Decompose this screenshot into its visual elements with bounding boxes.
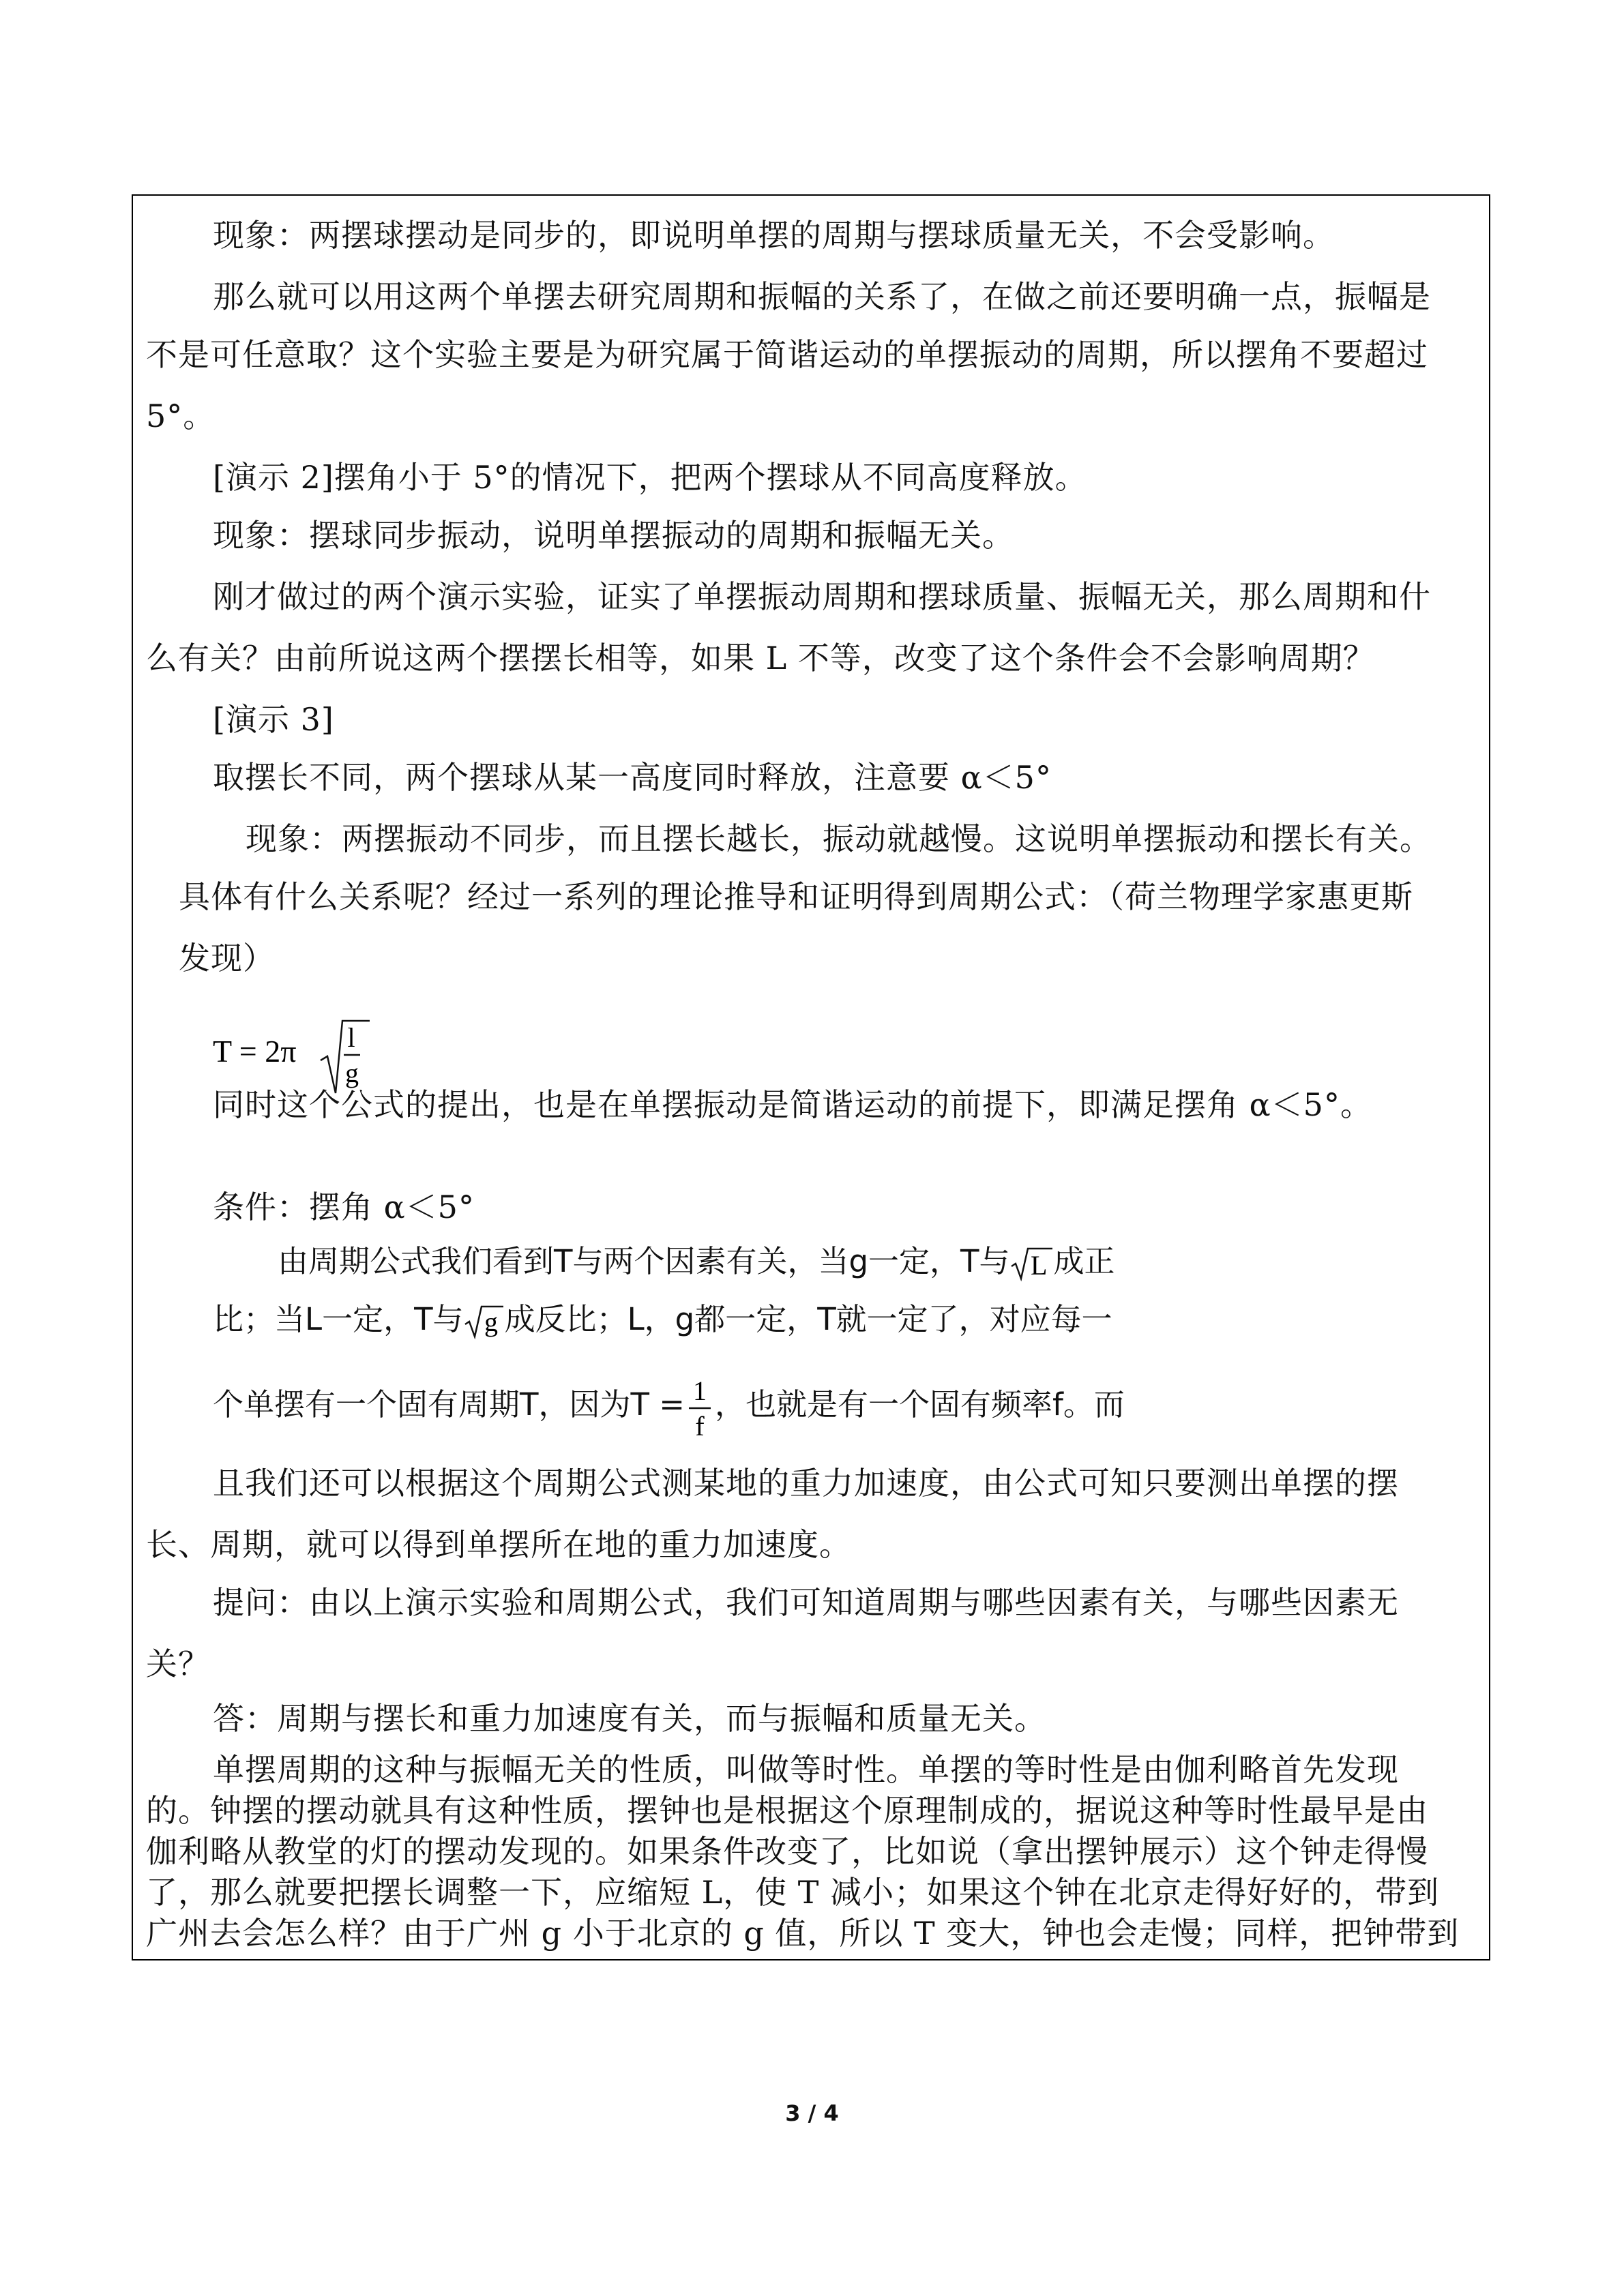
sqrt-L-radicand: L <box>1030 1250 1047 1281</box>
formula-denominator: g <box>345 1058 359 1088</box>
relation-line-1-text: 由周期公式我们看到T与两个因素有关，当g一定，T与 <box>278 1243 1010 1279</box>
frac-1-f-math <box>685 1373 715 1441</box>
frac-numerator: 1 <box>693 1375 707 1406</box>
paragraph-ask-line-2: 关？ <box>146 1645 210 1682</box>
paragraph-phenomenon-2: 现象：摆球同步振动，说明单摆振动的周期和振幅无关。 <box>213 517 1014 554</box>
paragraph-isochronism-line-2: 的。钟摆的摆动就具有这种性质，摆钟也是根据这个原理制成的，据说这种等时性最早是由 <box>146 1792 1428 1829</box>
paragraph-gravity-line-1: 且我们还可以根据这个周期公式测某地的重力加速度，由公式可知只要测出单摆的摆 <box>213 1465 1399 1502</box>
paragraph-answer: 答：周期与摆长和重力加速度有关，而与振幅和质量无关。 <box>213 1700 1046 1737</box>
relation-line-2 <box>213 1299 1112 1340</box>
paragraph-phenomenon-3-line-2: 具体有什么关系呢？经过一系列的理论推导和证明得到周期公式：（荷兰物理学家惠更斯 <box>179 878 1413 915</box>
paragraph-gravity-line-2: 长、周期，就可以得到单摆所在地的重力加速度。 <box>146 1526 851 1563</box>
formula-numerator: l <box>347 1022 355 1053</box>
paragraph-phenomenon-1: 现象：两摆球摆动是同步的，即说明单摆的周期与摆球质量无关，不会受影响。 <box>213 217 1335 254</box>
paragraph-isochronism-line-1: 单摆周期的这种与振幅无关的性质，叫做等时性。单摆的等时性是由伽利略首先发现 <box>213 1751 1399 1788</box>
paragraph-isochronism-line-5: 广州去会怎么样？由于广州 g 小于北京的 g 值，所以 T 变大，钟也会走慢；同样，把钟带到 <box>146 1915 1460 1952</box>
paragraph-amplitude-line-1: 那么就可以用这两个单摆去研究周期和振幅的关系了，在做之前还要明确一点，振幅是 <box>213 278 1431 315</box>
sqrt-g-radicand: g <box>484 1307 498 1337</box>
frac-denominator: f <box>695 1411 705 1441</box>
relation-line-3-end: ，也就是有一个固有频率f。而 <box>715 1386 1125 1422</box>
relation-line-3-start: 个单摆有一个固有周期T，因为T = <box>213 1386 685 1422</box>
formula-lhs: T = 2π <box>213 1034 297 1069</box>
relation-line-1-end: 成正 <box>1053 1243 1115 1279</box>
paragraph-phenomenon-3-line-3: 发现） <box>179 940 275 976</box>
relation-line-1 <box>278 1241 1115 1282</box>
relation-line-2-end: 成反比；L，g都一定，T就一定了，对应每一 <box>504 1301 1112 1337</box>
paragraph-amplitude-line-2: 不是可任意取？这个实验主要是为研究属于简谐运动的单摆振动的周期，所以摆角不要超过 <box>146 336 1428 373</box>
paragraph-demo-3: [演示 3] <box>213 701 334 738</box>
paragraph-premise: 同时这个公式的提出，也是在单摆振动是简谐运动的前提下，即满足摆角 α＜5°。 <box>213 1086 1372 1123</box>
paragraph-ask-line-1: 提问：由以上演示实验和周期公式，我们可知道周期与哪些因素有关，与哪些因素无 <box>213 1584 1399 1621</box>
sqrt-L-math <box>1010 1246 1054 1281</box>
paragraph-isochronism-line-3: 伽利略从教堂的灯的摆动发现的。如果条件改变了，比如说（拿出摆钟展示）这个钟走得慢 <box>146 1833 1428 1870</box>
relation-line-2-start: 比；当L一定，T与 <box>213 1301 464 1337</box>
paragraph-condition: 条件：摆角 α＜5° <box>213 1189 475 1225</box>
paragraph-question-line-2: 么有关？由前所说这两个摆摆长相等，如果 L 不等，改变了这个条件会不会影响周期？ <box>146 640 1375 676</box>
relation-line-3 <box>213 1371 1125 1441</box>
paragraph-demo-2: [演示 2]摆角小于 5°的情况下，把两个摆球从不同高度释放。 <box>213 459 1087 496</box>
paragraph-phenomenon-3-line-1: 现象：两摆振动不同步，而且摆长越长，振动就越慢。这说明单摆振动和摆长有关。 <box>246 820 1432 857</box>
paragraph-isochronism-line-4: 了，那么就要把摆长调整一下，应缩短 L，使 T 减小；如果这个钟在北京走得好好的，带到 <box>146 1874 1440 1911</box>
paragraph-amplitude-line-3: 5°。 <box>146 398 216 434</box>
paragraph-question-line-1: 刚才做过的两个演示实验，证实了单摆振动周期和摆球质量、振幅无关，那么周期和什 <box>213 578 1431 615</box>
paragraph-demo-3-procedure: 取摆长不同，两个摆球从某一高度同时释放，注意要 α＜5° <box>213 759 1052 796</box>
page-number: 3 / 4 <box>785 2100 839 2126</box>
sqrt-g-math <box>464 1304 505 1339</box>
